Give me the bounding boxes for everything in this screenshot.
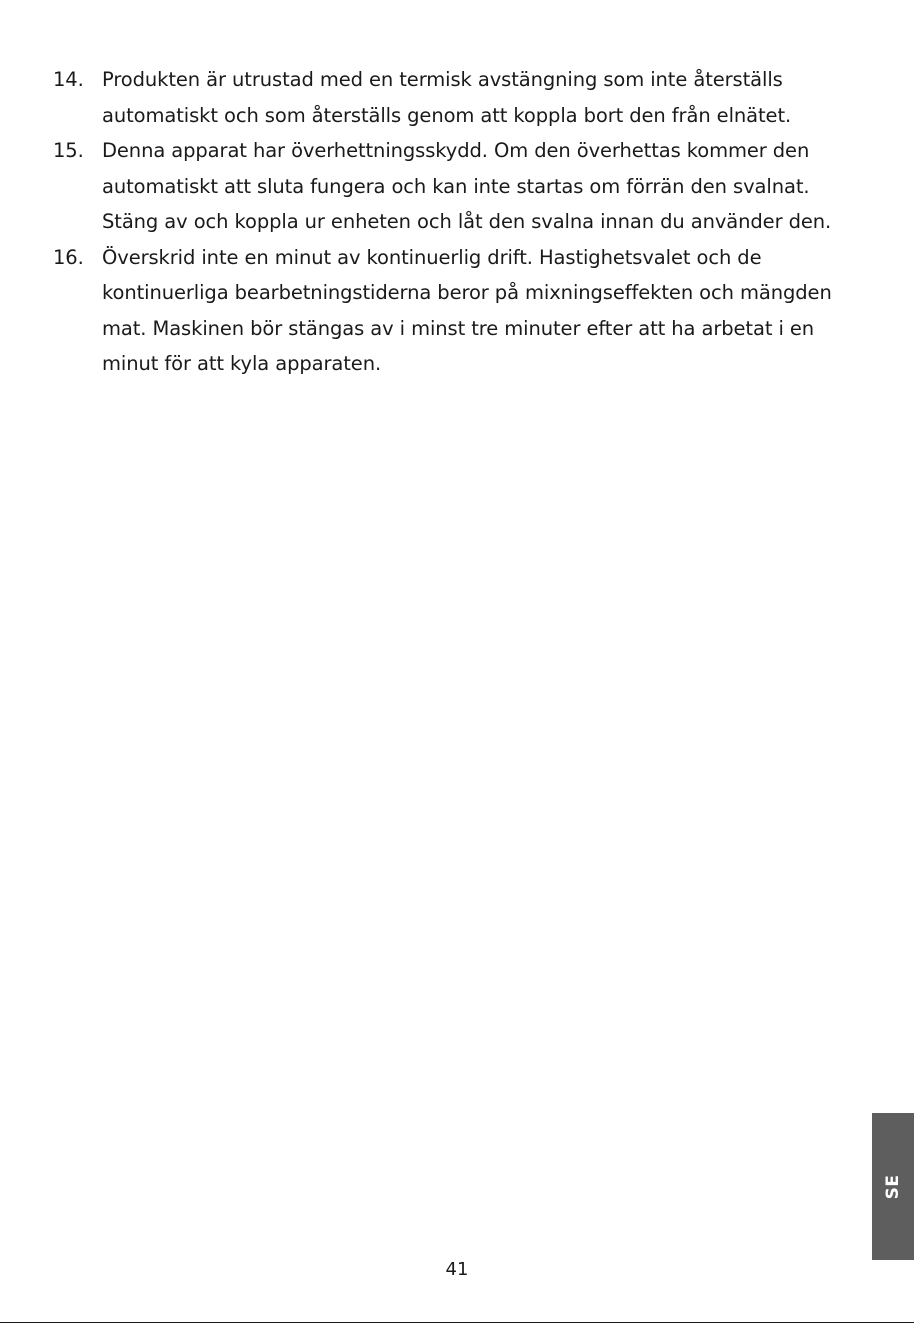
item-text: Denna apparat har överhettningsskydd. Om den överhettas kommer den automatiskt att sluta fungera och kan inte startas om förrän den svalnat. Stäng av och koppla ur enheten och låt den svalna innan du använder den. — [102, 139, 832, 233]
instruction-list — [0, 62, 914, 382]
item-text: Produkten är utrustad med en termisk avstängning som inte återställs automatiskt och som återställs genom att koppla bort den från elnätet. — [102, 68, 792, 127]
page-number: 41 — [445, 1259, 469, 1280]
list-item — [0, 240, 914, 382]
item-number: 16. — [53, 245, 84, 269]
language-tab-label: SE — [883, 1174, 903, 1199]
item-text: Överskrid inte en minut av kontinuerlig drift. Hastighetsvalet och de kontinuerliga bearbetningstiderna beror på mixningseffekten och mängden mat. Maskinen bör stängas av i minst tre minuter efter att ha arbetat i en minut för att kyla apparaten. — [102, 245, 832, 375]
list-item — [0, 62, 914, 133]
item-number: 15. — [53, 139, 84, 162]
bottom-divider — [0, 1322, 914, 1323]
list-item — [0, 133, 914, 240]
language-tab — [872, 1113, 914, 1260]
item-number: 14. — [53, 68, 84, 91]
